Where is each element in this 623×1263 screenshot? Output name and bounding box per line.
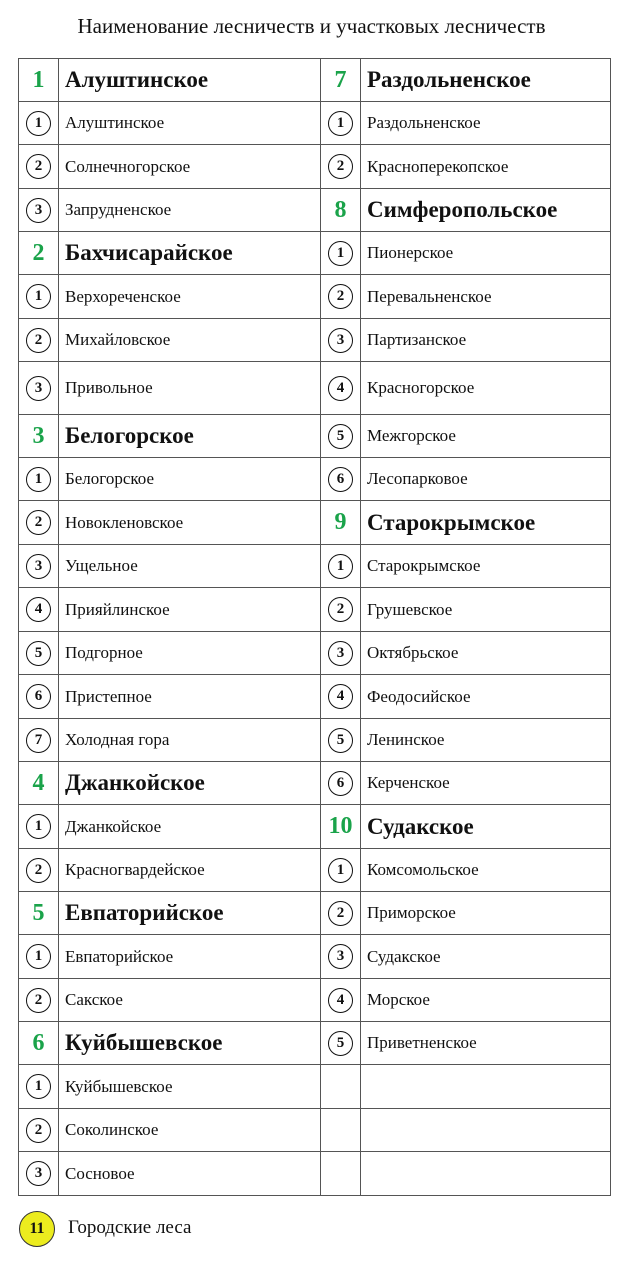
table-row	[19, 719, 611, 762]
district-name-cell	[59, 675, 321, 719]
table-row	[19, 275, 611, 319]
district-name: Приморское	[367, 903, 456, 922]
table-row	[19, 145, 611, 189]
district-number-circle: 2	[26, 1118, 51, 1143]
forestry-name: Евпаторийское	[65, 900, 224, 925]
district-number-cell	[321, 1022, 361, 1065]
forestry-name-cell	[59, 1022, 321, 1065]
district-name-cell	[59, 979, 321, 1022]
forestry-name-cell	[59, 415, 321, 458]
district-number-cell	[19, 1065, 59, 1109]
district-number-circle: 5	[328, 1031, 353, 1056]
district-name: Привольное	[65, 378, 153, 397]
district-name: Лесопарковое	[367, 469, 468, 488]
table-row	[19, 849, 611, 892]
forestry-number-cell	[19, 1022, 59, 1065]
district-name: Красногвардейское	[65, 860, 205, 879]
district-name: Пионерское	[367, 243, 454, 262]
district-name-cell	[59, 588, 321, 632]
district-number-cell	[321, 588, 361, 632]
district-name: Холодная гора	[65, 730, 170, 749]
district-number-circle: 5	[26, 641, 51, 666]
district-name-cell	[59, 275, 321, 319]
district-number-cell	[321, 675, 361, 719]
district-number-circle: 2	[328, 154, 353, 179]
table-row	[19, 102, 611, 145]
district-number-circle: 3	[328, 328, 353, 353]
forestry-number: 2	[32, 239, 45, 266]
table-row	[19, 362, 611, 415]
district-name: Подгорное	[65, 643, 143, 662]
district-name-cell	[361, 719, 611, 762]
table-row	[19, 1022, 611, 1065]
forestry-number: 9	[334, 509, 347, 535]
district-number-circle: 2	[328, 284, 353, 309]
district-number-cell	[19, 275, 59, 319]
district-number-cell	[19, 145, 59, 189]
district-name-cell	[59, 319, 321, 362]
district-number-cell	[321, 102, 361, 145]
table-row	[19, 232, 611, 275]
district-number-cell	[19, 319, 59, 362]
forestry-name-cell	[59, 232, 321, 275]
district-name-cell	[361, 145, 611, 189]
district-name: Белогорское	[65, 469, 155, 488]
forestry-number-cell	[321, 501, 361, 545]
district-number-cell	[19, 849, 59, 892]
district-name: Новокленовское	[65, 512, 184, 532]
district-number-circle: 3	[26, 376, 51, 401]
district-name-cell	[59, 458, 321, 501]
empty-cell	[361, 1152, 611, 1196]
forestry-name: Судакское	[367, 813, 474, 839]
district-number-cell	[321, 458, 361, 501]
district-number-circle: 2	[26, 510, 51, 535]
district-name-cell	[59, 501, 321, 545]
table-row	[19, 632, 611, 675]
district-name-cell	[361, 675, 611, 719]
table-row	[19, 1109, 611, 1152]
district-number-circle: 1	[26, 944, 51, 969]
district-number-cell	[321, 145, 361, 189]
forestry-name-cell	[361, 501, 611, 545]
district-name-cell	[361, 232, 611, 275]
district-number-circle: 6	[26, 684, 51, 709]
district-number-circle: 1	[26, 284, 51, 309]
forestry-number-cell	[19, 415, 59, 458]
district-name-cell	[59, 1065, 321, 1109]
district-number-circle: 2	[328, 597, 353, 622]
district-number-circle: 7	[26, 728, 51, 753]
district-name-cell	[59, 805, 321, 849]
forestry-number-cell	[321, 189, 361, 232]
forestry-number-cell	[321, 59, 361, 102]
district-number-circle: 1	[26, 111, 51, 136]
forestry-number: 1	[32, 66, 45, 93]
district-number-cell	[19, 1109, 59, 1152]
table-row	[19, 588, 611, 632]
district-number-circle: 4	[328, 684, 353, 709]
district-number-cell	[321, 415, 361, 458]
district-number-cell	[321, 719, 361, 762]
forestry-number: 7	[334, 66, 347, 93]
forestry-name: Джанкойское	[65, 770, 205, 795]
district-number-circle: 1	[328, 554, 353, 579]
district-name: Раздольненское	[367, 113, 481, 132]
table-row	[19, 935, 611, 979]
district-name-cell	[361, 979, 611, 1022]
table-row	[19, 319, 611, 362]
district-number-cell	[321, 362, 361, 415]
city-forests-badge: 11	[19, 1211, 55, 1247]
forestry-name: Белогорское	[65, 423, 194, 448]
district-name: Межгорское	[367, 426, 456, 445]
district-name-cell	[59, 1109, 321, 1152]
forestry-name-cell	[361, 59, 611, 102]
district-name: Сакское	[65, 990, 123, 1009]
district-name: Керченское	[367, 773, 450, 792]
district-number-cell	[321, 545, 361, 588]
district-number-circle: 6	[328, 771, 353, 796]
district-number-circle: 4	[328, 376, 353, 401]
district-name-cell	[361, 102, 611, 145]
district-name: Пристепное	[65, 686, 152, 706]
district-name: Соколинское	[65, 1120, 159, 1139]
forestry-name-cell	[361, 805, 611, 849]
district-number-cell	[321, 935, 361, 979]
district-name-cell	[59, 935, 321, 979]
table-row	[19, 1065, 611, 1109]
district-name-cell	[361, 935, 611, 979]
district-number-circle: 4	[26, 597, 51, 622]
district-number-cell	[19, 501, 59, 545]
district-name: Куйбышевское	[65, 1076, 173, 1096]
district-number-circle: 2	[26, 988, 51, 1013]
district-name: Судакское	[367, 946, 441, 966]
district-name: Морское	[367, 990, 430, 1009]
forestry-name-cell	[59, 762, 321, 805]
forestry-name-cell	[59, 892, 321, 935]
district-number-cell	[321, 762, 361, 805]
district-name-cell	[59, 102, 321, 145]
table-row	[19, 762, 611, 805]
forestry-name: Алуштинское	[65, 67, 209, 92]
district-number-circle: 2	[26, 858, 51, 883]
district-name: Перевальненское	[367, 286, 492, 306]
district-name-cell	[361, 849, 611, 892]
forestry-number-cell	[19, 762, 59, 805]
forestry-number: 8	[334, 196, 347, 223]
district-number-circle: 1	[26, 1074, 51, 1099]
district-number-circle: 1	[26, 467, 51, 492]
forestry-number-cell	[19, 232, 59, 275]
district-name: Ленинское	[367, 730, 445, 749]
district-number-cell	[19, 675, 59, 719]
district-name: Феодосийское	[367, 686, 471, 706]
district-number-circle: 3	[26, 1161, 51, 1186]
district-number-cell	[19, 719, 59, 762]
table-row	[19, 892, 611, 935]
table-row	[19, 59, 611, 102]
district-name: Октябрьское	[367, 643, 459, 662]
district-name: Партизанское	[367, 330, 467, 349]
empty-cell	[361, 1109, 611, 1152]
district-number-cell	[19, 935, 59, 979]
table-row	[19, 979, 611, 1022]
district-name-cell	[361, 275, 611, 319]
district-name-cell	[59, 145, 321, 189]
empty-cell	[321, 1109, 361, 1152]
district-name-cell	[361, 362, 611, 415]
district-name: Прияйлинское	[65, 599, 170, 619]
district-number-cell	[19, 1152, 59, 1196]
district-name-cell	[361, 762, 611, 805]
district-number-cell	[321, 232, 361, 275]
district-number-cell	[321, 275, 361, 319]
table-row	[19, 545, 611, 588]
district-number-circle: 6	[328, 467, 353, 492]
table-row	[19, 675, 611, 719]
district-name: Приветненское	[367, 1033, 477, 1052]
district-name-cell	[59, 632, 321, 675]
district-number-circle: 3	[328, 944, 353, 969]
forestry-name: Куйбышевское	[65, 1030, 223, 1055]
district-number-circle: 4	[328, 988, 353, 1013]
district-name-cell	[59, 849, 321, 892]
district-number-cell	[19, 102, 59, 145]
forestry-number: 5	[32, 899, 45, 926]
forestry-number: 4	[32, 769, 45, 796]
forestry-name: Симферопольское	[367, 197, 558, 222]
forestry-number: 6	[32, 1029, 45, 1056]
district-name: Сосновое	[65, 1163, 135, 1183]
district-name: Старокрымское	[367, 556, 481, 575]
district-name: Михайловское	[65, 330, 171, 349]
forestry-name: Раздольненское	[367, 67, 531, 92]
district-number-circle: 3	[26, 198, 51, 223]
table-row	[19, 501, 611, 545]
district-name: Алуштинское	[65, 113, 165, 132]
forestry-number-cell	[19, 59, 59, 102]
district-name-cell	[361, 892, 611, 935]
district-name-cell	[59, 189, 321, 232]
district-number-circle: 2	[328, 901, 353, 926]
district-number-circle: 2	[26, 154, 51, 179]
district-number-cell	[19, 632, 59, 675]
forestry-name-cell	[361, 189, 611, 232]
table-row	[19, 1152, 611, 1196]
forestry-number-cell	[321, 805, 361, 849]
table-row	[19, 805, 611, 849]
district-number-cell	[19, 189, 59, 232]
empty-cell	[321, 1152, 361, 1196]
district-number-cell	[321, 319, 361, 362]
district-number-circle: 3	[26, 554, 51, 579]
district-name-cell	[59, 545, 321, 588]
forestry-number: 3	[32, 422, 45, 449]
district-name-cell	[361, 632, 611, 675]
district-name-cell	[361, 545, 611, 588]
table-row	[19, 415, 611, 458]
district-name-cell	[361, 458, 611, 501]
district-name: Солнечногорское	[65, 156, 191, 176]
district-name-cell	[361, 415, 611, 458]
district-name: Ущельное	[65, 556, 138, 575]
empty-cell	[361, 1065, 611, 1109]
district-number-circle: 1	[328, 858, 353, 883]
district-name-cell	[361, 319, 611, 362]
district-number-cell	[19, 545, 59, 588]
district-name: Красногорское	[367, 378, 475, 397]
district-number-circle: 3	[328, 641, 353, 666]
district-number-cell	[19, 979, 59, 1022]
district-number-cell	[321, 632, 361, 675]
district-name: Красноперекопское	[367, 156, 509, 176]
table-row	[19, 458, 611, 501]
page-title: Наименование лесничеств и участковых лесничеств	[77, 14, 546, 38]
district-number-circle: 5	[328, 728, 353, 753]
district-name-cell	[361, 1022, 611, 1065]
district-number-cell	[19, 588, 59, 632]
district-name: Верхореченское	[65, 286, 181, 306]
district-name-cell	[59, 719, 321, 762]
district-name-cell	[59, 362, 321, 415]
district-number-cell	[19, 458, 59, 501]
district-number-cell	[321, 849, 361, 892]
district-number-circle: 1	[26, 814, 51, 839]
forestry-number: 10	[328, 813, 353, 839]
district-number-cell	[19, 805, 59, 849]
district-name-cell	[59, 1152, 321, 1196]
district-number-circle: 5	[328, 424, 353, 449]
district-number-circle: 2	[26, 328, 51, 353]
forestry-table	[18, 58, 611, 1196]
district-number-cell	[321, 892, 361, 935]
district-name: Евпаторийское	[65, 946, 174, 966]
district-name: Комсомольское	[367, 860, 479, 879]
forestry-name-cell	[59, 59, 321, 102]
empty-cell	[321, 1065, 361, 1109]
city-forests-label: Городские леса	[68, 1217, 192, 1238]
district-name: Джанкойское	[65, 816, 162, 836]
district-number-cell	[19, 362, 59, 415]
district-name-cell	[361, 588, 611, 632]
forestry-number-cell	[19, 892, 59, 935]
district-name: Запрудненское	[65, 200, 172, 219]
table-row	[19, 189, 611, 232]
district-number-circle: 1	[328, 241, 353, 266]
district-name: Грушевское	[367, 599, 453, 619]
forestry-name: Старокрымское	[367, 509, 536, 535]
forestry-name: Бахчисарайское	[65, 240, 233, 265]
district-number-circle: 1	[328, 111, 353, 136]
district-number-cell	[321, 979, 361, 1022]
